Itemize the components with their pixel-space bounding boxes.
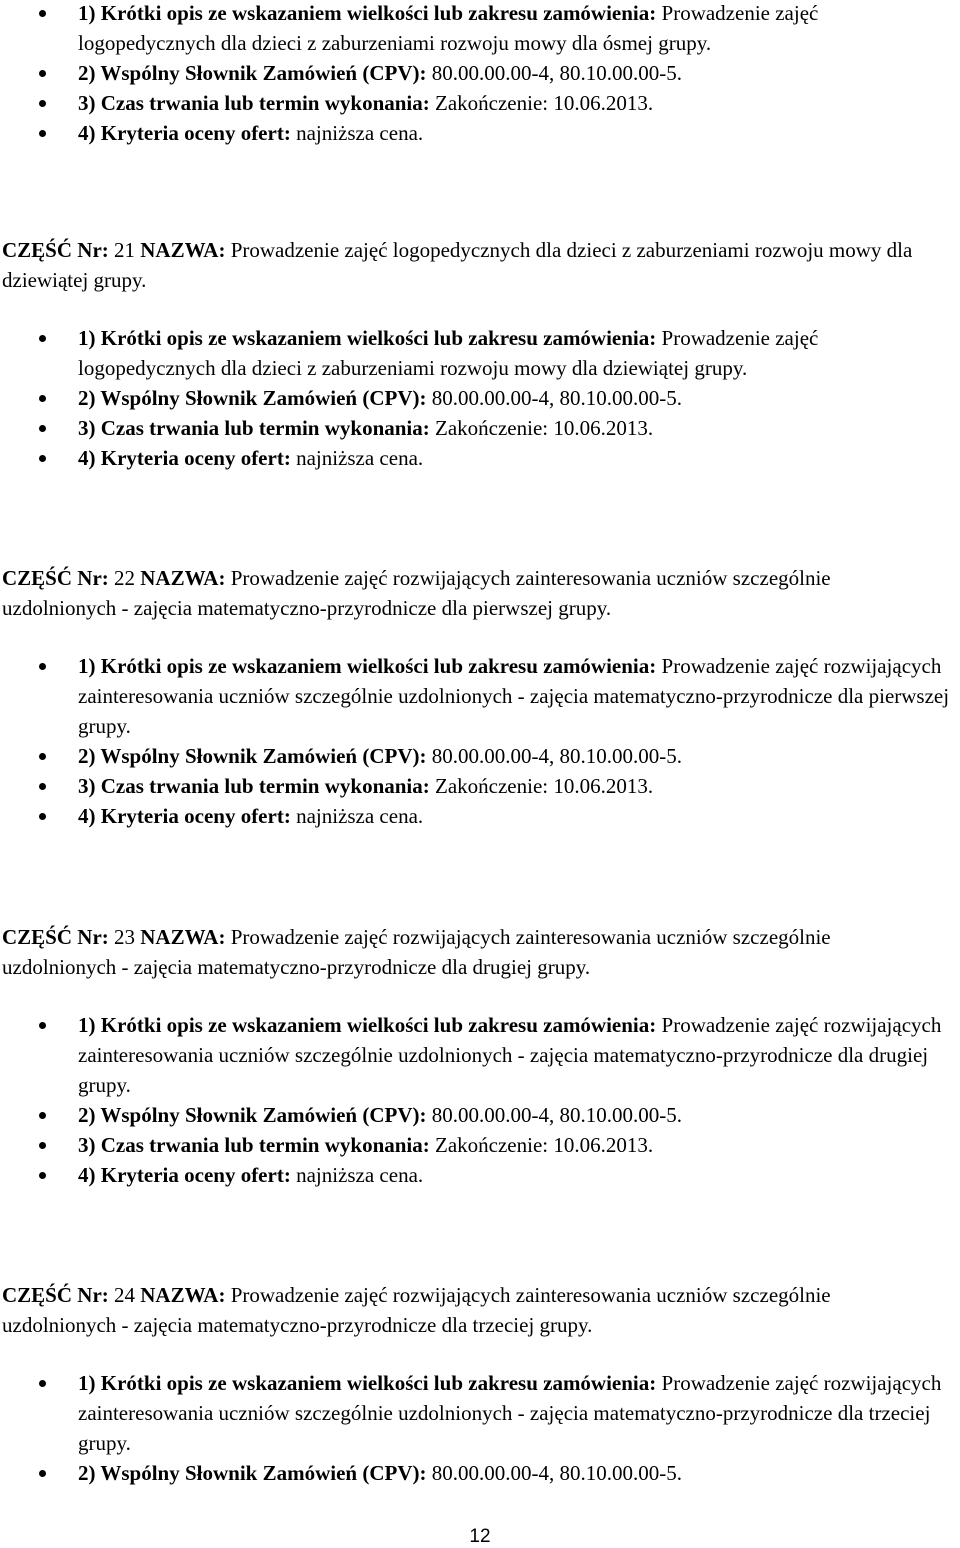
list-item: [0, 651, 950, 741]
bullet-icon: [39, 395, 46, 402]
list-item: [0, 0, 950, 58]
list-item: [0, 88, 950, 118]
item-label: 4) Kryteria oceny ofert:: [78, 1163, 291, 1187]
list-item: [0, 1010, 950, 1100]
bullet-icon: [39, 10, 46, 17]
item-value: najniższa cena.: [290, 1163, 424, 1187]
part-21: [0, 235, 950, 473]
part-22: [0, 563, 950, 831]
name-label: NAZWA:: [140, 566, 226, 590]
item-label: 1) Krótki opis ze wskazaniem wielkości lub zakresu zamówienia:: [78, 654, 657, 678]
bullet-icon: [39, 335, 46, 342]
list-item: [0, 1368, 950, 1458]
name-label: NAZWA:: [140, 238, 226, 262]
item-list: [0, 0, 950, 148]
bullet-icon: [39, 663, 46, 670]
item-label: 3) Czas trwania lub termin wykonania:: [78, 774, 430, 798]
item-list: [0, 323, 950, 473]
item-value: Prowadzenie zajęć rozwijających zainteresowania uczniów szczególnie uzdolnionych - zajęcia matematyczno-przyrodnicze dla trzeciej grupy.: [78, 1371, 942, 1455]
part-number: 22: [108, 566, 141, 590]
item-label: 2) Wspólny Słownik Zamówień (CPV):: [78, 744, 427, 768]
part-20-continuation: [0, 0, 950, 148]
item-list: [0, 1368, 950, 1488]
item-label: 1) Krótki opis ze wskazaniem wielkości lub zakresu zamówienia:: [78, 1013, 657, 1037]
item-value: Zakończenie: 10.06.2013.: [429, 91, 654, 115]
part-heading: [0, 235, 950, 295]
list-item: [0, 1458, 950, 1488]
item-value: 80.00.00.00-4, 80.10.00.00-5.: [426, 386, 682, 410]
item-label: 4) Kryteria oceny ofert:: [78, 121, 291, 145]
item-value: Zakończenie: 10.06.2013.: [429, 1133, 654, 1157]
part-label: CZĘŚĆ Nr:: [2, 1283, 109, 1307]
bullet-icon: [39, 753, 46, 760]
part-24: [0, 1280, 950, 1488]
item-value: 80.00.00.00-4, 80.10.00.00-5.: [426, 61, 682, 85]
item-value: najniższa cena.: [290, 804, 424, 828]
item-label: 1) Krótki opis ze wskazaniem wielkości lub zakresu zamówienia:: [78, 1, 657, 25]
list-item: [0, 1160, 950, 1190]
bullet-icon: [39, 1142, 46, 1149]
part-title: Prowadzenie zajęć rozwijających zainteresowania uczniów szczególnie uzdolnionych - zajęcia matematyczno-przyrodnicze dla pierwszej grupy.: [2, 566, 831, 620]
bullet-icon: [39, 1022, 46, 1029]
part-heading: [0, 922, 950, 982]
part-label: CZĘŚĆ Nr:: [2, 925, 109, 949]
item-value: 80.00.00.00-4, 80.10.00.00-5.: [426, 744, 682, 768]
name-label: NAZWA:: [140, 925, 226, 949]
item-value: Zakończenie: 10.06.2013.: [429, 416, 654, 440]
part-label: CZĘŚĆ Nr:: [2, 238, 109, 262]
item-value: najniższa cena.: [290, 446, 424, 470]
item-label: 2) Wspólny Słownik Zamówień (CPV):: [78, 1103, 427, 1127]
item-value: Prowadzenie zajęć rozwijających zainteresowania uczniów szczególnie uzdolnionych - zajęcia matematyczno-przyrodnicze dla pierwszej grupy.: [78, 654, 950, 738]
name-label: NAZWA:: [140, 1283, 226, 1307]
page-number: 12: [469, 1526, 491, 1547]
bullet-icon: [39, 1380, 46, 1387]
item-label: 1) Krótki opis ze wskazaniem wielkości lub zakresu zamówienia:: [78, 326, 657, 350]
item-list: [0, 651, 950, 831]
list-item: [0, 443, 950, 473]
list-item: [0, 1100, 950, 1130]
list-item: [0, 1130, 950, 1160]
part-label: CZĘŚĆ Nr:: [2, 566, 109, 590]
part-title: Prowadzenie zajęć rozwijających zainteresowania uczniów szczególnie uzdolnionych - zajęcia matematyczno-przyrodnicze dla trzeciej grupy.: [2, 1283, 831, 1337]
part-number: 21: [108, 238, 141, 262]
item-list: [0, 1010, 950, 1190]
part-heading: [0, 1280, 950, 1340]
item-value: Prowadzenie zajęć logopedycznych dla dzieci z zaburzeniami rozwoju mowy dla ósmej grupy.: [78, 1, 819, 55]
part-23: [0, 922, 950, 1190]
bullet-icon: [39, 70, 46, 77]
list-item: [0, 323, 950, 383]
list-item: [0, 413, 950, 443]
bullet-icon: [39, 130, 46, 137]
list-item: [0, 383, 950, 413]
list-item: [0, 58, 950, 88]
bullet-icon: [39, 100, 46, 107]
item-value: Prowadzenie zajęć logopedycznych dla dzieci z zaburzeniami rozwoju mowy dla dziewiątej grupy.: [78, 326, 819, 380]
item-label: 4) Kryteria oceny ofert:: [78, 446, 291, 470]
item-value: Zakończenie: 10.06.2013.: [429, 774, 654, 798]
part-heading: [0, 563, 950, 623]
item-value: 80.00.00.00-4, 80.10.00.00-5.: [426, 1461, 682, 1485]
list-item: [0, 741, 950, 771]
list-item: [0, 801, 950, 831]
part-title: Prowadzenie zajęć rozwijających zainteresowania uczniów szczególnie uzdolnionych - zajęcia matematyczno-przyrodnicze dla drugiej grupy.: [2, 925, 831, 979]
item-label: 3) Czas trwania lub termin wykonania:: [78, 416, 430, 440]
bullet-icon: [39, 813, 46, 820]
bullet-icon: [39, 1112, 46, 1119]
item-value: Prowadzenie zajęć rozwijających zainteresowania uczniów szczególnie uzdolnionych - zajęcia matematyczno-przyrodnicze dla drugiej grupy.: [78, 1013, 942, 1097]
part-number: 23: [108, 925, 141, 949]
part-number: 24: [108, 1283, 141, 1307]
item-label: 3) Czas trwania lub termin wykonania:: [78, 91, 430, 115]
part-title: Prowadzenie zajęć logopedycznych dla dzieci z zaburzeniami rozwoju mowy dla dziewiątej grupy.: [2, 238, 913, 292]
item-label: 4) Kryteria oceny ofert:: [78, 804, 291, 828]
item-label: 2) Wspólny Słownik Zamówień (CPV):: [78, 1461, 427, 1485]
item-label: 2) Wspólny Słownik Zamówień (CPV):: [78, 386, 427, 410]
bullet-icon: [39, 1470, 46, 1477]
bullet-icon: [39, 455, 46, 462]
list-item: [0, 118, 950, 148]
list-item: [0, 771, 950, 801]
item-value: 80.00.00.00-4, 80.10.00.00-5.: [426, 1103, 682, 1127]
bullet-icon: [39, 1172, 46, 1179]
item-value: najniższa cena.: [290, 121, 424, 145]
bullet-icon: [39, 425, 46, 432]
item-label: 2) Wspólny Słownik Zamówień (CPV):: [78, 61, 427, 85]
item-label: 3) Czas trwania lub termin wykonania:: [78, 1133, 430, 1157]
bullet-icon: [39, 783, 46, 790]
item-label: 1) Krótki opis ze wskazaniem wielkości lub zakresu zamówienia:: [78, 1371, 657, 1395]
